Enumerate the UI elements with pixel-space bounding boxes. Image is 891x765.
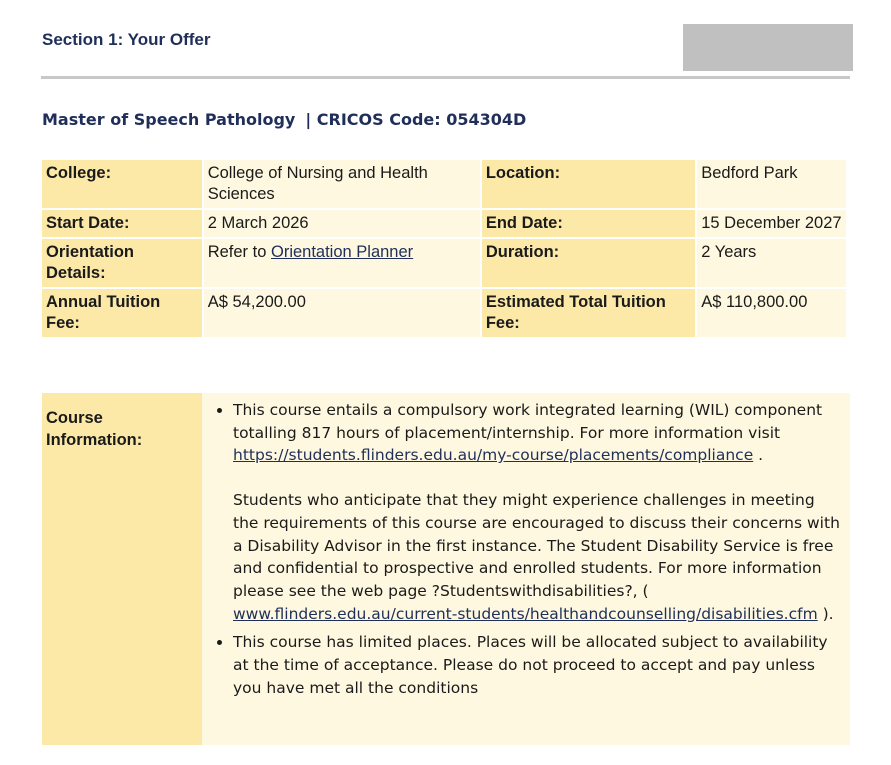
list-item (233, 631, 850, 699)
wil-paragraph (233, 399, 842, 467)
start-date-label: Start Date: (42, 210, 202, 237)
duration-label: Duration: (482, 239, 695, 287)
offer-details-table (40, 158, 848, 339)
disability-open-paren: ( (642, 581, 649, 600)
total-fee-label: Estimated Total Tuition Fee: (482, 289, 695, 337)
course-information-block (42, 393, 850, 745)
course-information-label: Course Information: (42, 393, 202, 745)
placements-compliance-link[interactable]: https://students.flinders.edu.au/my-course/placements/compliance (233, 446, 754, 465)
table-row (42, 289, 846, 337)
disability-close-paren: ). (822, 604, 834, 623)
duration-value: 2 Years (697, 239, 846, 287)
college-value: College of Nursing and Health Sciences (204, 160, 480, 208)
limited-places-text: This course has limited places. Places will be allocated subject to availability at the time of acceptance. Please do not proceed to accept and pay unless you have met all the conditions (233, 633, 828, 697)
annual-fee-label: Annual Tuition Fee: (42, 289, 202, 337)
table-row (42, 210, 846, 237)
end-date-value: 15 December 2027 (697, 210, 846, 237)
college-label: College: (42, 160, 202, 208)
location-label: Location: (482, 160, 695, 208)
wil-end: . (758, 446, 764, 465)
orientation-planner-link[interactable]: Orientation Planner (270, 243, 414, 261)
list-item (233, 399, 850, 625)
course-information-body (202, 393, 850, 745)
wil-text: This course entails a compulsory work integrated learning (WIL) component totalling 817 hours of placement/internship. For more information visit (233, 401, 823, 442)
program-heading (42, 110, 526, 129)
program-name: Master of Speech Pathology (42, 110, 296, 129)
table-row (42, 160, 846, 208)
section-divider (41, 76, 850, 79)
orientation-value (204, 239, 480, 287)
location-value: Bedford Park (697, 160, 846, 208)
orientation-label: Orientation Details: (42, 239, 202, 287)
end-date-label: End Date: (482, 210, 695, 237)
total-fee-value: A$ 110,800.00 (697, 289, 846, 337)
disability-text: Students who anticipate that they might experience challenges in meeting the requirements of this course are encouraged to discuss their concerns with a Disability Advisor in the first instance. The Student Disability Service is free and confidential to prospective and enrolled students. For more information please see the web page ?Studentswithdisabilities?, (233, 491, 840, 600)
disabilities-link[interactable]: www.flinders.edu.au/current-students/healthandcounselling/disabilities.cfm (233, 604, 818, 623)
start-date-value: 2 March 2026 (204, 210, 480, 237)
redacted-box (683, 24, 853, 71)
annual-fee-value: A$ 54,200.00 (204, 289, 480, 337)
disability-paragraph (233, 489, 842, 625)
section-title: Section 1: Your Offer (42, 30, 211, 49)
cricos-code: | CRICOS Code: 054304D (305, 110, 527, 129)
table-row (42, 239, 846, 287)
course-information-list (202, 399, 850, 699)
orientation-prefix: Refer to (207, 243, 271, 261)
